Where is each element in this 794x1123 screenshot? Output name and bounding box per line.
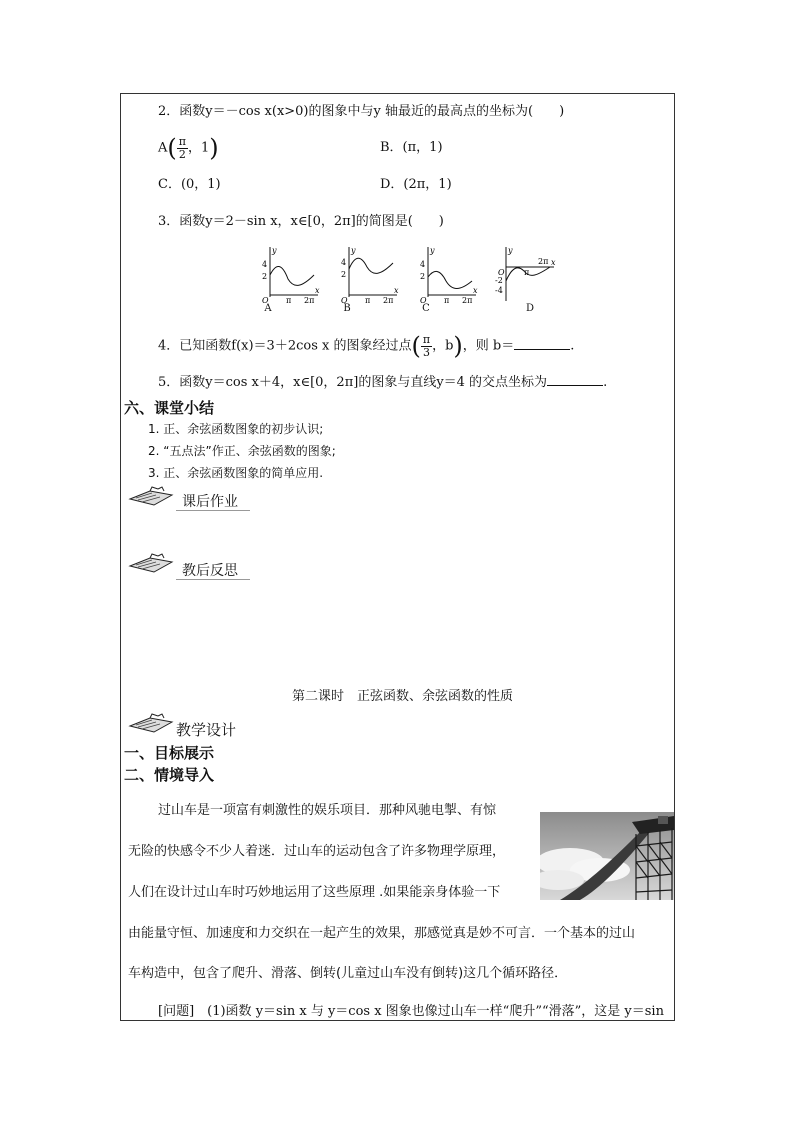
question-5: 5．函数y＝cos x＋4，x∈[0，2π]的图象与直线y＝4 的交点坐标为 .	[158, 375, 608, 390]
y-tick-4: 4	[420, 260, 426, 269]
y-tick-neg4: -4	[495, 286, 503, 295]
x-label: x	[473, 286, 478, 295]
option-a: A( $\frac{\pi}{2}$ ，1)	[158, 134, 219, 162]
x-label: x	[315, 286, 320, 295]
homework-underline	[176, 510, 250, 511]
y-tick-4: 4	[341, 258, 347, 267]
heading-intro: 二、情境导入	[124, 766, 215, 784]
x-label: x	[551, 258, 556, 267]
x-tick-pi: π	[444, 296, 450, 305]
reflection-underline	[176, 579, 250, 580]
graph-b	[337, 245, 399, 307]
answer-blank[interactable]	[514, 337, 570, 350]
origin-label: O	[262, 296, 269, 305]
answer-blank[interactable]	[547, 373, 603, 386]
option-c: C．(0，1)	[158, 177, 221, 192]
x-tick-2pi: 2π	[462, 296, 473, 305]
reflection-label: 教后反思	[182, 563, 238, 579]
question-2: 2．函数y＝－cos x(x>0)的图象中与y 轴最近的最高点的坐标为( )	[158, 104, 565, 119]
heading-goals: 一、目标展示	[124, 744, 215, 762]
curve	[428, 271, 472, 288]
design-label: 教学设计	[176, 721, 237, 739]
x-tick-2pi: 2π	[304, 296, 315, 305]
roller-coaster-photo	[540, 812, 674, 900]
intro-line-2: 无险的快感令不少人着迷．过山车的运动包含了许多物理学原理，	[128, 844, 506, 859]
question-3: 3．函数y＝2－sin x，x∈[0，2π]的简图是( )	[158, 214, 444, 229]
y-tick-neg2: -2	[495, 276, 503, 285]
x-tick-pi: π	[286, 296, 292, 305]
graph-d-caption: D	[525, 303, 535, 314]
summary-item-3: 3. 正、余弦函数图象的简单应用.	[148, 466, 324, 480]
y-label: y	[351, 246, 356, 255]
graph-b-caption: B	[343, 303, 351, 314]
graph-c-caption: C	[422, 303, 430, 314]
y-label: y	[272, 246, 277, 255]
lesson-title: 第二课时 正弦函数、余弦函数的性质	[292, 689, 514, 704]
x-tick-pi: π	[365, 296, 371, 305]
book-icon	[128, 485, 176, 507]
book-icon	[128, 552, 176, 574]
option-b: B．(π，1)	[380, 140, 443, 155]
option-d: D．(2π，1)	[380, 177, 452, 192]
y-tick-4: 4	[262, 260, 268, 269]
graph-d	[494, 245, 556, 307]
intro-line-5: 车构造中，包含了爬升、滑落、倒转(儿童过山车没有倒转)这几个循环路径．	[128, 966, 568, 981]
summary-heading: 六、课堂小结	[124, 399, 215, 417]
y-tick-2: 2	[420, 272, 426, 281]
summary-item-2: 2. “五点法”作正、余弦函数的图象;	[148, 444, 336, 458]
curve	[270, 266, 314, 285]
graph-a	[258, 245, 320, 307]
intro-line-1: 过山车是一项富有刺激性的娱乐项目．那种风驰电掣、有惊	[158, 803, 497, 818]
graph-a-caption: A	[264, 303, 272, 314]
y-label: y	[430, 246, 435, 255]
summary-item-1: 1. 正、余弦函数图象的初步认识;	[148, 422, 324, 436]
origin-label: O	[420, 296, 427, 305]
origin-label: O	[341, 296, 348, 305]
y-tick-2: 2	[262, 272, 268, 281]
intro-line-3: 人们在设计过山车时巧妙地运用了这些原理 .如果能亲身体验一下	[128, 885, 501, 900]
curve	[349, 258, 393, 273]
x-tick-2pi: 2π	[383, 296, 394, 305]
graph-c	[416, 245, 478, 307]
homework-label: 课后作业	[182, 494, 238, 510]
x-tick-pi: π	[524, 268, 530, 277]
book-icon	[128, 712, 176, 734]
question-4: 4．已知函数f(x)＝3＋2cos x 的图象经过点( $\frac{\pi}{3}$ ，b)，则 b＝ .	[158, 332, 575, 360]
x-label: x	[394, 286, 399, 295]
origin-label: O	[498, 268, 505, 277]
y-label: y	[508, 246, 513, 255]
y-tick-2: 2	[341, 270, 347, 279]
x-tick-2pi: 2π	[538, 257, 549, 266]
intro-question: [问题] (1)函数 y＝sin x 与 y＝cos x 图象也像过山车一样“爬升”“滑落”，这是 y＝sin	[158, 1004, 664, 1019]
intro-line-4: 由能量守恒、加速度和力交织在一起产生的效果，那感觉真是妙不可言．一个基本的过山	[128, 926, 636, 941]
